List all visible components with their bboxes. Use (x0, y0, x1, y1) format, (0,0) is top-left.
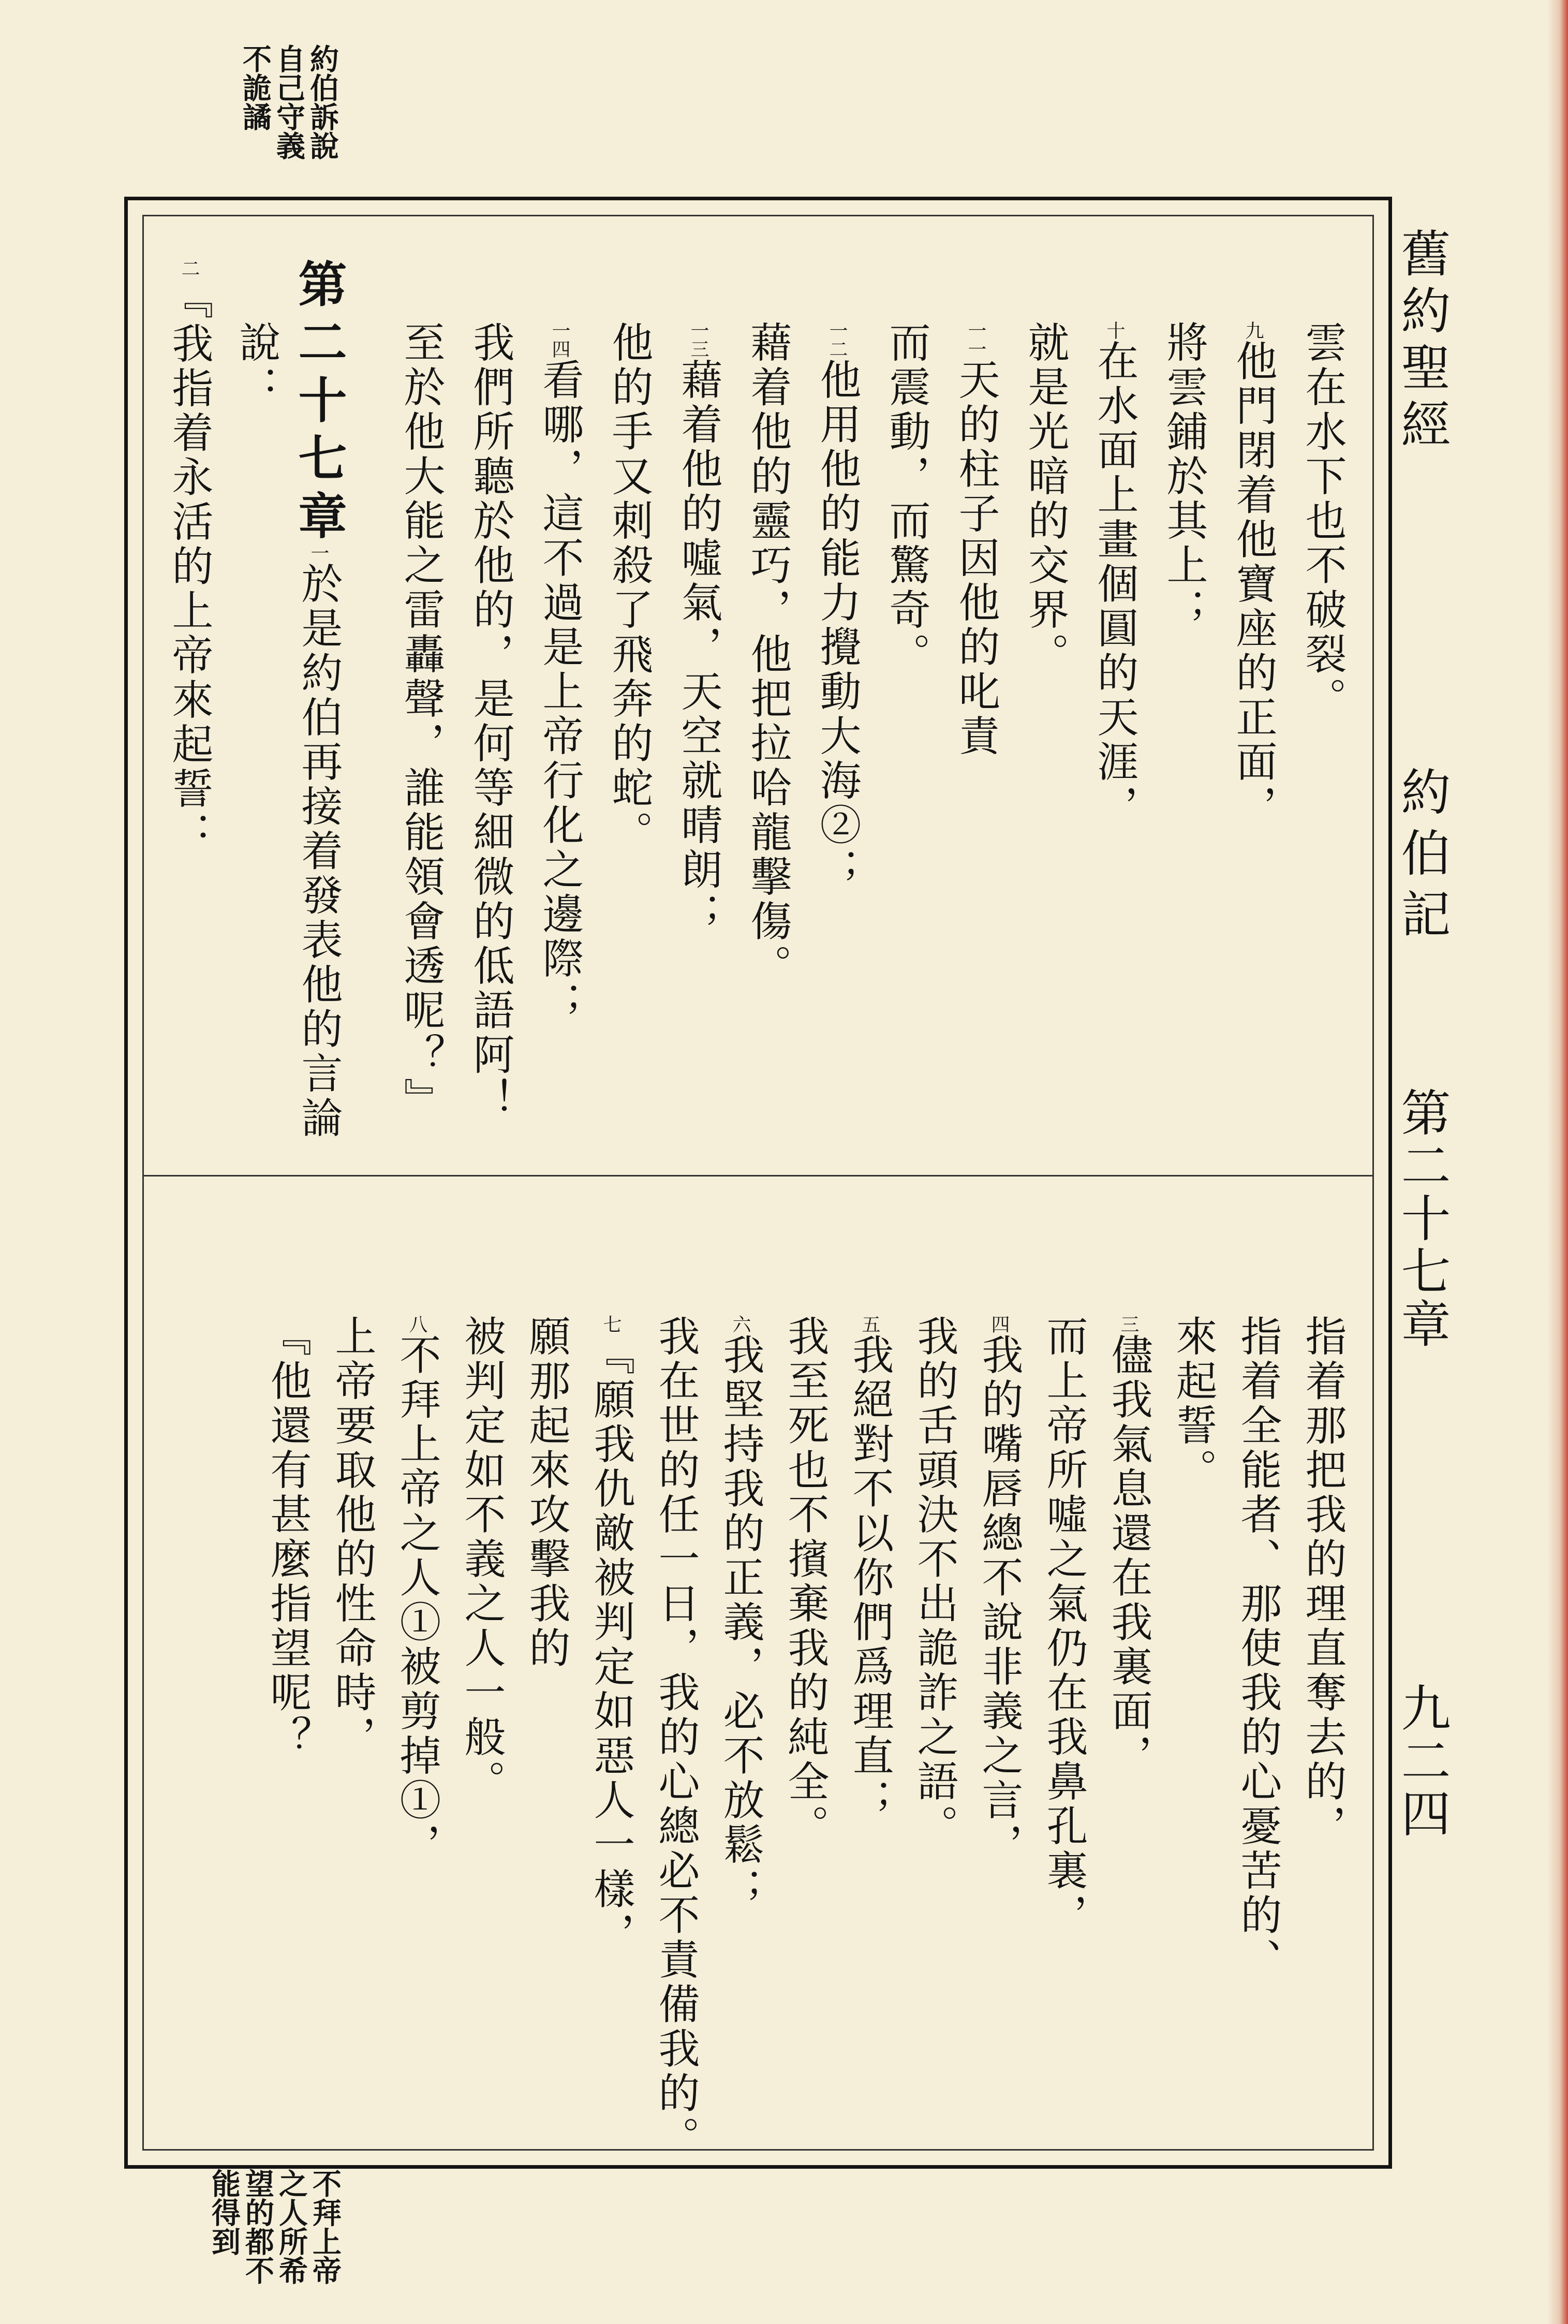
verse-number: 九 (1242, 321, 1264, 340)
verse-text: 而震動，而驚奇。 (882, 321, 930, 677)
running-title: 舊約聖經 (1393, 228, 1451, 455)
verse-text: 我堅持我的正義，必不放鬆； (716, 1333, 764, 1912)
text-column (393, 1315, 440, 1867)
margin-note-line: 望的都不 (241, 2169, 275, 2285)
text-column (846, 1315, 893, 1823)
verse-text: 至於他大能之雷轟聲，誰能領會透呢？』 (397, 321, 445, 1122)
verse-number: 八 (406, 1315, 427, 1333)
text-column (605, 321, 652, 855)
frame-divider (142, 1175, 1374, 1176)
text-column (467, 321, 513, 1122)
text-column (1299, 321, 1345, 722)
text-column (1040, 1315, 1087, 1938)
text-column (952, 321, 999, 759)
text-column (744, 321, 791, 989)
verse-text: 在水面上畫個圓的天涯， (1090, 340, 1138, 829)
page-edge (1547, 0, 1568, 2324)
book-title: 約伯記 (1393, 766, 1451, 949)
verse-text: 將雲鋪於其上； (1160, 321, 1208, 633)
text-column (1022, 321, 1068, 677)
text-column (1105, 1315, 1151, 1778)
verse-number: 一一 (965, 321, 986, 358)
text-column (1234, 1315, 1281, 1982)
text-column (1160, 321, 1207, 633)
verse-text: 願那起來攻擊我的 (522, 1315, 570, 1671)
margin-note-line: 自己守義 (272, 44, 306, 160)
verse-text: 被判定如不義之人一般。 (457, 1315, 506, 1804)
verse-number: 三 (1118, 1315, 1139, 1333)
verse-text: 來起誓。 (1169, 1315, 1217, 1493)
verse-text: 看哪，這不過是上帝行化之邊際； (536, 358, 584, 1026)
verse-text: 我們所聽於他的，是何等細微的低語阿！ (466, 321, 514, 1122)
text-column (652, 1315, 699, 2160)
verse-number: 四 (988, 1315, 1010, 1333)
verse-text: 我在世的任一日，我的心總必不責備我的。 (652, 1315, 700, 2160)
verse-text: 說： (232, 321, 280, 410)
verse-text: 就是光暗的交界。 (1021, 321, 1069, 677)
margin-note-line: 約伯訴說 (305, 44, 339, 160)
verse-number: 六 (730, 1315, 751, 1333)
verse-text: 他用他的能力攪動大海②； (813, 358, 861, 892)
verse-number: 七 (600, 1315, 622, 1333)
verse-text: 天的柱子因他的叱責 (952, 358, 1000, 759)
verse-number: 一 (308, 543, 329, 562)
verse-text: 不拜上帝之人①被剪掉①， (393, 1333, 441, 1867)
verse-text: 我的舌頭決不出詭詐之語。 (910, 1315, 958, 1849)
text-column (329, 1315, 375, 1760)
verse-text: 上帝要取他的性命時， (328, 1315, 376, 1760)
text-column (675, 321, 721, 937)
verse-number: 一四 (549, 321, 570, 358)
chapter-heading: 第二十七章 (290, 259, 347, 549)
verse-text: 藉着他的靈巧，他把拉哈龍擊傷。 (744, 321, 792, 989)
verse-text: 於是約伯再接着發表他的言論 (294, 562, 343, 1141)
verse-text: 雲在水下也不破裂。 (1298, 321, 1347, 722)
text-column (1230, 321, 1276, 829)
verse-text: 而上帝所噓之氣仍在我鼻孔裏， (1040, 1315, 1088, 1938)
margin-note-line: 不詭譎 (238, 44, 272, 131)
text-column (911, 1315, 957, 1849)
margin-note-line: 之人所希 (274, 2169, 308, 2285)
page-number: 九二四 (1393, 1682, 1451, 1841)
verse-text: 『他還有甚麼指望呢？ (263, 1315, 312, 1760)
text-column (717, 1315, 763, 1912)
text-column (523, 1315, 569, 1671)
text-column (295, 543, 342, 1141)
verse-text: 藉着他的噓氣，天空就晴朗； (674, 358, 722, 937)
margin-note-line: 不拜上帝 (308, 2169, 342, 2285)
verse-number: 十 (1104, 321, 1125, 340)
verse-text: 『願我仇敵被判定如惡人一樣， (587, 1333, 635, 1957)
text-column (397, 321, 444, 1122)
text-column (1091, 321, 1137, 829)
text-column (166, 259, 212, 856)
verse-text: 我至死也不擯棄我的純全。 (781, 1315, 829, 1849)
verse-number: 一三 (688, 321, 709, 358)
verse-text: 我絕對不以你們爲理直； (846, 1333, 894, 1823)
verse-text: 他的手又刺殺了飛奔的蛇。 (605, 321, 653, 855)
text-column (975, 1315, 1022, 1867)
verse-number: 二 (179, 259, 200, 277)
text-column (587, 1315, 634, 1957)
verse-number: 五 (859, 1315, 880, 1333)
verse-text: 『我指着永活的上帝來起誓： (165, 277, 213, 856)
verse-text: 指着全能者、那使我的心憂苦的、 (1234, 1315, 1282, 1982)
verse-text: 我的嘴唇總不說非義之言， (975, 1333, 1023, 1867)
text-column (1299, 1315, 1345, 1849)
text-column (458, 1315, 505, 1804)
verse-text: 他門閉着他寶座的正面， (1229, 340, 1277, 829)
margin-note-line: 能得到 (207, 2169, 241, 2256)
verse-text: 指着那把我的理直奪去的， (1298, 1315, 1347, 1849)
text-column (781, 1315, 828, 1849)
text-column (813, 321, 860, 892)
text-column (264, 1315, 310, 1760)
text-column (1170, 1315, 1216, 1493)
verse-text: 儘我氣息還在我裏面， (1104, 1333, 1152, 1778)
verse-number: 一二 (826, 321, 848, 358)
chapter-header: 第二十七章 (1393, 1087, 1451, 1351)
text-column (233, 321, 279, 410)
text-column (536, 321, 583, 1026)
text-column (883, 321, 929, 677)
